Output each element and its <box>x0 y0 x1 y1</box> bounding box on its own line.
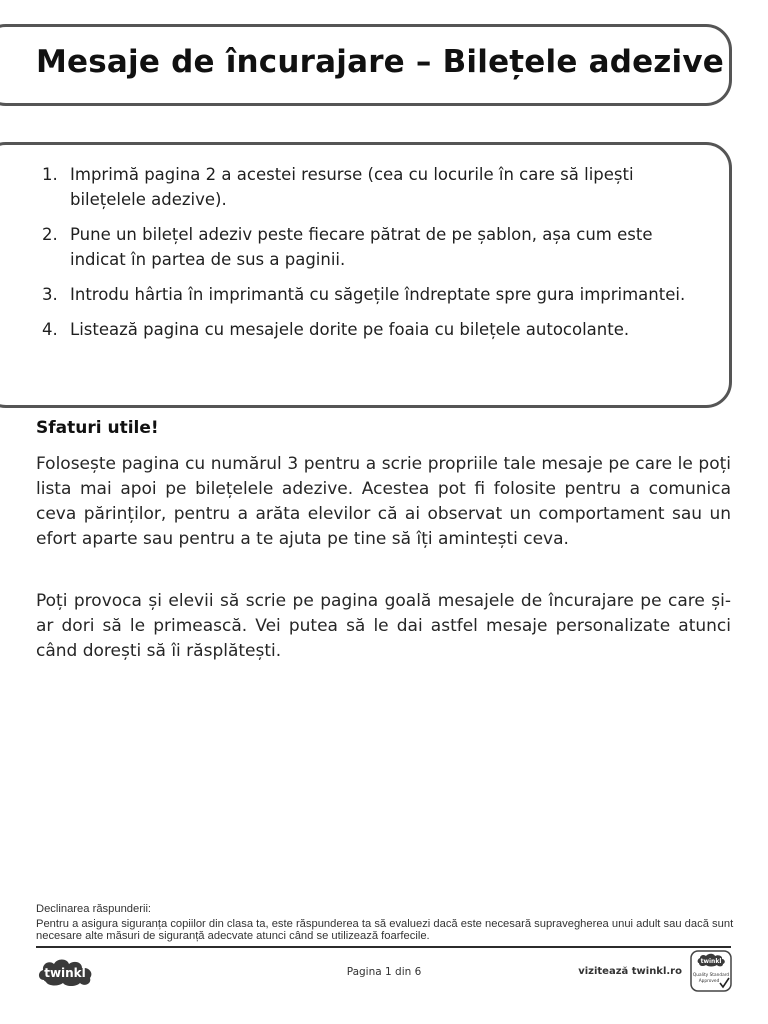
instructions-list <box>40 162 700 352</box>
instruction-number: 3. <box>42 285 58 304</box>
instruction-number: 1. <box>42 165 58 184</box>
visit-link[interactable]: vizitează twinkl.ro <box>578 966 682 977</box>
instruction-text: Pune un bilețel adeziv peste fiecare pătrat de pe șablon, așa cum este indicat în partea de sus a paginii. <box>70 225 653 269</box>
disclaimer-text: Pentru a asigura siguranța copiilor din clasa ta, este răspunderea ta să evaluezi dacă este necesară supravegherea unui adult sau dacă sunt necesare alte măsuri de siguranță adecvate atunci când se utilizează foarfecile. <box>36 917 734 942</box>
disclaimer <box>36 903 736 943</box>
page-number: Pagina 1 din 6 <box>346 966 422 978</box>
tips-paragraph-2: Poți provoca și elevii să scrie pe pagina goală mesajele de încurajare pe care și-ar dori să le primească. Vei putea să le dai astfel mesaje personalizate atunci când dorești să îi răsplătești. <box>36 591 731 661</box>
instruction-text: Imprimă pagina 2 a acestei resurse (cea cu locurile în care să lipești bilețelele adezive). <box>70 165 634 209</box>
instruction-number: 4. <box>42 320 58 339</box>
instruction-text: Introdu hârtia în imprimantă cu săgețile îndreptate spre gura imprimantei. <box>70 285 686 304</box>
instruction-item <box>40 282 700 307</box>
twinkl-logo[interactable] <box>36 954 96 988</box>
tips-paragraph-1: Folosește pagina cu numărul 3 pentru a scrie propriile tale mesaje pe care le poți lista mai apoi pe bilețelele adezive. Acestea pot fi folosite pentru a comunica ceva părinților, pentru a arăta elevilor că ai observat un comportament sau un efort aparte sau pentru a te ajuta pe tine să îți amintești ceva. <box>36 454 731 549</box>
badge-brand: twinkl <box>700 958 722 965</box>
instruction-number: 2. <box>42 225 58 244</box>
instruction-item <box>40 222 700 272</box>
instruction-item <box>40 162 700 212</box>
badge-line-1: Quality Standard <box>692 973 730 978</box>
page-title: Mesaje de încurajare – Bilețele adezive <box>36 44 725 80</box>
quality-standard-badge-icon <box>690 950 732 992</box>
logo-text: twinkl <box>44 966 86 980</box>
instruction-text: Listează pagina cu mesajele dorite pe foaia cu bilețele autocolante. <box>70 320 630 339</box>
badge-line-2: Approved <box>698 979 720 984</box>
tips-heading: Sfaturi utile! <box>36 418 159 438</box>
disclaimer-title: Declinarea răspunderii: <box>36 903 152 915</box>
instruction-item <box>40 317 700 342</box>
footer-divider <box>36 946 731 948</box>
